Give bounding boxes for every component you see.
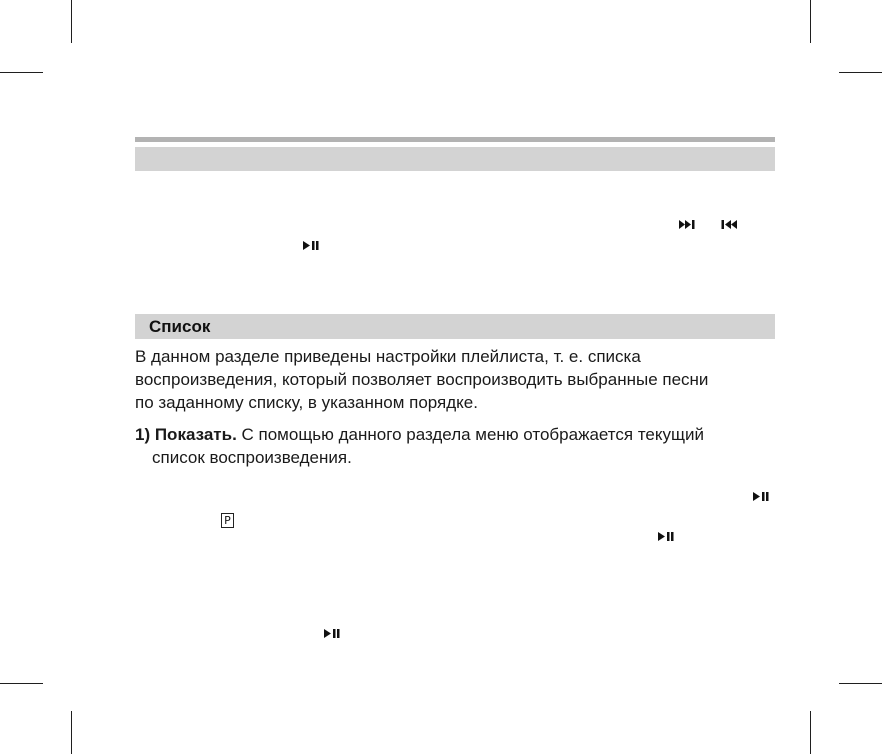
crop-mark-bottom-right-v <box>810 711 811 754</box>
intro-paragraph <box>135 345 775 414</box>
item-1-text: С помощью данного раздела меню отображается текущий <box>236 425 704 444</box>
crop-mark-bottom-right-h <box>839 683 882 684</box>
item-1-line-1 <box>135 423 775 446</box>
header-rule <box>135 137 775 142</box>
playlist-mark-icon: P <box>221 513 234 528</box>
intro-line-3: по заданному списку, в указанном порядке. <box>135 393 478 412</box>
header-band <box>135 147 775 171</box>
prev-track-icon <box>720 220 737 229</box>
next-track-icon <box>679 220 696 229</box>
crop-mark-top-left-h <box>0 72 43 73</box>
item-1-line-2: список воспроизведения. <box>152 448 352 467</box>
crop-mark-top-right-v <box>810 0 811 43</box>
play-pause-icon <box>658 532 674 541</box>
crop-mark-bottom-left-v <box>71 711 72 754</box>
item-1-lead: 1) Показать. <box>135 425 237 444</box>
play-pause-icon <box>753 492 769 501</box>
list-item <box>135 423 775 469</box>
intro-line-1: В данном разделе приведены настройки плейлиста, т. е. списка <box>135 347 641 366</box>
play-pause-icon <box>303 241 319 250</box>
play-pause-icon <box>324 629 340 638</box>
intro-line-2: воспроизведения, который позволяет воспроизводить выбранные песни <box>135 370 709 389</box>
crop-mark-top-right-h <box>839 72 882 73</box>
crop-mark-top-left-v <box>71 0 72 43</box>
section-title: Список <box>135 314 775 339</box>
crop-mark-bottom-left-h <box>0 683 43 684</box>
